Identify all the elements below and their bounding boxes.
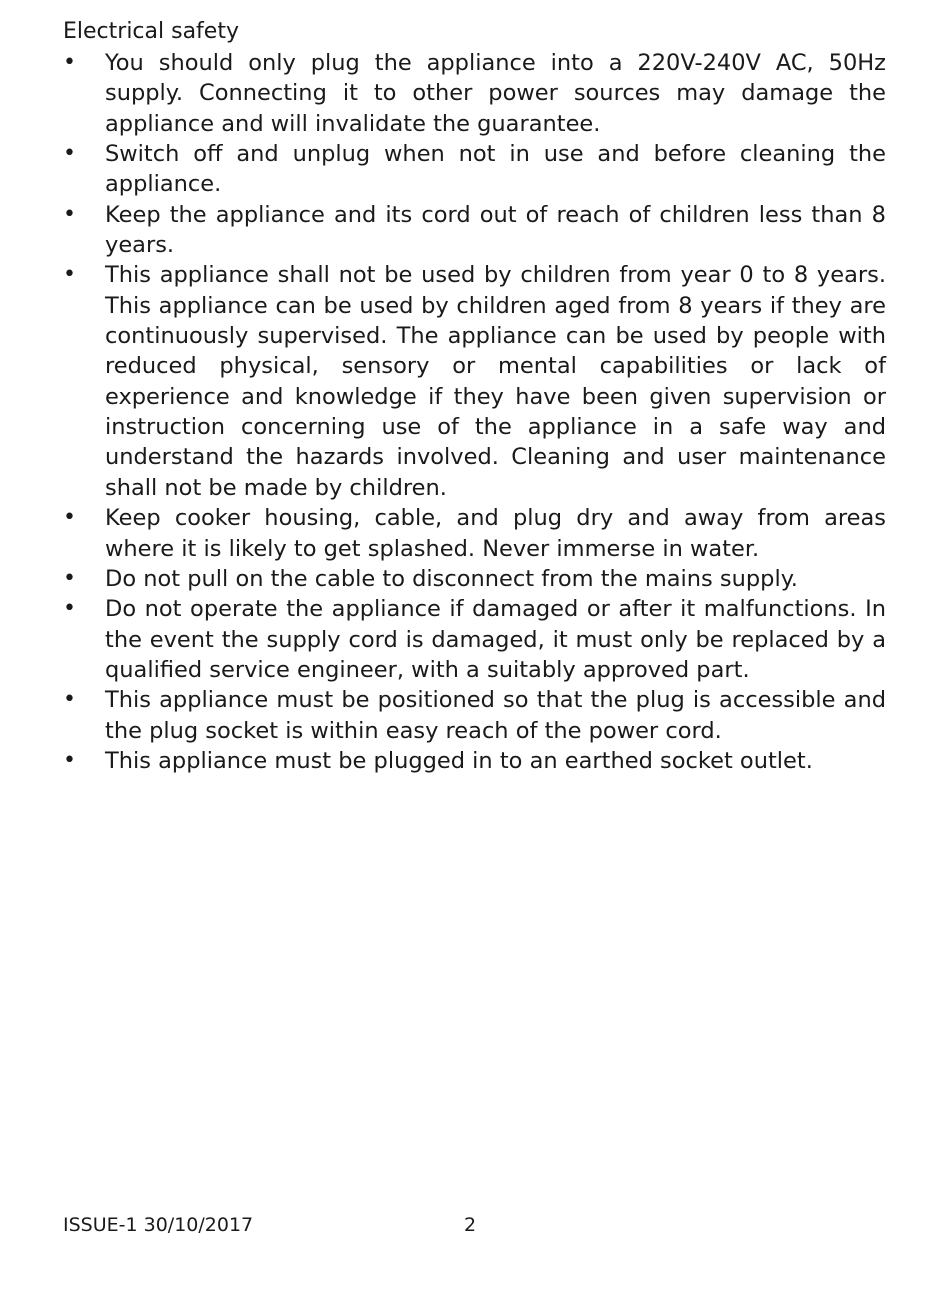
- bullet-icon: •: [63, 262, 76, 288]
- bullet-icon: •: [63, 201, 76, 227]
- list-item: [63, 260, 886, 503]
- bullet-text: Keep cooker housing, cable, and plug dry and away from areas where it is likely to get splashed. Never immerse in water.: [105, 505, 886, 562]
- bullet-text: Do not operate the appliance if damaged or after it malfunctions. In the event the supply cord is damaged, it must only be replaced by a qualified service engineer, with a suitably approved part.: [105, 596, 886, 683]
- list-item: [63, 685, 886, 746]
- bullet-icon: •: [63, 505, 76, 531]
- list-item: [63, 594, 886, 685]
- list-item: [63, 200, 886, 261]
- bullet-text: Switch off and unplug when not in use and before cleaning the appliance.: [105, 141, 886, 198]
- section-title: Electrical safety: [63, 19, 239, 44]
- bullet-text: This appliance shall not be used by children from year 0 to 8 years. This appliance can be used by children aged from 8 years if they are continuously supervised. The appliance can be used by people with reduced physical, sensory or mental capabilities or lack of experience and knowledge if they have been given supervision or instruction concerning use of the appliance in a safe way and understand the hazards involved. Cleaning and user maintenance shall not be made by children.: [105, 262, 886, 501]
- safety-bullet-list: [63, 48, 886, 776]
- bullet-icon: •: [63, 747, 76, 773]
- list-item: [63, 503, 886, 564]
- list-item: [63, 564, 886, 594]
- list-item: [63, 48, 886, 139]
- bullet-icon: •: [63, 596, 76, 622]
- bullet-text: Do not pull on the cable to disconnect from the mains supply.: [105, 565, 798, 592]
- page-number: 2: [464, 1214, 477, 1236]
- bullet-text: This appliance must be positioned so that the plug is accessible and the plug socket is within easy reach of the power cord.: [105, 687, 886, 744]
- bullet-text: You should only plug the appliance into a 220V-240V AC, 50Hz supply. Connecting it to other power sources may damage the appliance and will invalidate the guarantee.: [105, 50, 886, 137]
- bullet-text: Keep the appliance and its cord out of reach of children less than 8 years.: [105, 201, 886, 259]
- list-item: [63, 746, 886, 776]
- bullet-icon: •: [63, 141, 76, 167]
- bullet-icon: •: [63, 565, 76, 591]
- bullet-icon: •: [63, 50, 76, 75]
- bullet-text: This appliance must be plugged in to an earthed socket outlet.: [105, 747, 813, 774]
- bullet-icon: •: [63, 687, 76, 713]
- list-item: [63, 139, 886, 200]
- footer-issue-date: ISSUE-1 30/10/2017: [63, 1214, 254, 1236]
